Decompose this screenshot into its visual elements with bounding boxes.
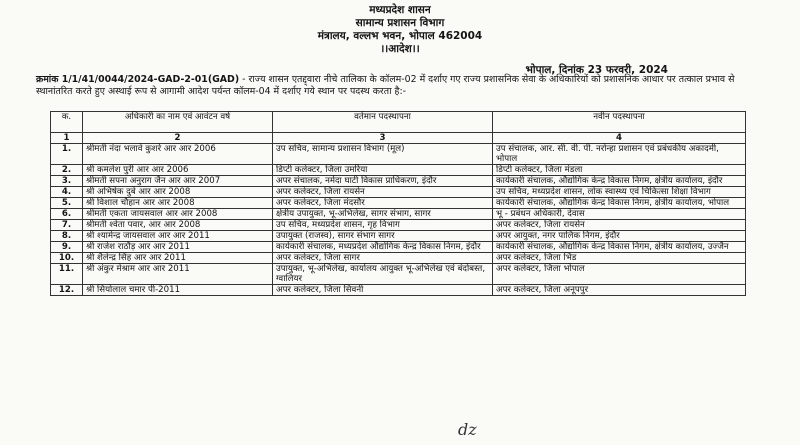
officer-name-cell: श्रीमती एकता जायसवाल आर आर 2008 xyxy=(83,209,273,220)
table-row xyxy=(51,187,746,198)
date-line: भोपाल, दिनांक 23 फरवरी, 2024 xyxy=(525,64,668,76)
officer-name-cell: श्रीमती सपना अनुराग जैन आर आर 2007 xyxy=(83,176,273,187)
serial-cell: 5. xyxy=(51,198,83,209)
column-number: 4 xyxy=(493,133,746,144)
table-header-row xyxy=(51,112,746,133)
current-posting-cell: अपर कलेक्टर, जिला सागर xyxy=(273,253,493,264)
table-row xyxy=(51,253,746,264)
new-posting-cell: भू - प्रबंधन अधिकारी, देवास xyxy=(493,209,746,220)
officer-name-cell: श्री कमलेश पुरी आर आर 2006 xyxy=(83,165,273,176)
table-row xyxy=(51,144,746,165)
header-current-posting: वर्तमान पदस्थापना xyxy=(273,112,493,133)
new-posting-cell: उप संचालक, आर. सी. वी. पी. नरोन्हा प्रशासन एवं प्रबंधकीय अकादमी, भोपाल xyxy=(493,144,746,165)
officer-name-cell: श्री अभिषेक दुबे आर आर 2008 xyxy=(83,187,273,198)
serial-cell: 12. xyxy=(51,285,83,296)
department-name: सामान्य प्रशासन विभाग xyxy=(355,17,445,29)
order-reference: क्रमांक 1/1/41/0044/2024-GAD-2-01(GAD) xyxy=(36,74,240,85)
serial-cell: 2. xyxy=(51,165,83,176)
serial-cell: 4. xyxy=(51,187,83,198)
officer-name-cell: श्रीमती श्वेता पवार, आर आर 2008 xyxy=(83,220,273,231)
order-text: - राज्य शासन एतद्द्वारा नीचे तालिका के कॉलम-02 में दर्शाए गए राज्य प्रशासनिक सेवा के अधिकारियों को प्रशासनिक आधार पर तत्काल प्रभाव से स्थानांतरित करते हुए अस्थाई रूप से आगामी आदेश पर्यन्त कॉलम-04 में दर्शाए गये स्थान पर पदस्थ करता है:- xyxy=(36,74,735,97)
serial-cell: 11. xyxy=(51,264,83,285)
signature-mark: dz xyxy=(458,420,477,439)
current-posting-cell: कार्यकारी संचालक, मध्यप्रदेश औद्योगिक केन्द्र विकास निगम, इंदौर xyxy=(273,242,493,253)
letterhead xyxy=(0,4,800,56)
table-row xyxy=(51,165,746,176)
order-paragraph xyxy=(36,74,750,98)
column-number-row xyxy=(51,133,746,144)
serial-cell: 8. xyxy=(51,231,83,242)
current-posting-cell: अपर कलेक्टर, जिला सिवनी xyxy=(273,285,493,296)
column-number: 3 xyxy=(273,133,493,144)
new-posting-cell: कार्यकारी संचालक, औद्योगिक केन्द्र विकास निगम, क्षेत्रीय कार्यालय, इंदौर xyxy=(493,176,746,187)
new-posting-cell: अपर कलेक्टर, जिला अनूपपुर xyxy=(493,285,746,296)
serial-cell: 10. xyxy=(51,253,83,264)
new-posting-cell: अपर कलेक्टर, जिला भोपाल xyxy=(493,264,746,285)
header-serial: क. xyxy=(51,112,83,133)
office-address: मंत्रालय, वल्लभ भवन, भोपाल 462004 xyxy=(317,30,483,42)
table-row xyxy=(51,285,746,296)
header-officer-name: अधिकारी का नाम एवं आवंटन वर्ष xyxy=(83,112,273,133)
column-number: 1 xyxy=(51,133,83,144)
current-posting-cell: डिप्टी कलेक्टर, जिला उमरिया xyxy=(273,165,493,176)
table-row xyxy=(51,220,746,231)
table-row xyxy=(51,198,746,209)
new-posting-cell: उप सचिव, मध्यप्रदेश शासन, लोक स्वास्थ्य एवं चिकित्सा शिक्षा विभाग xyxy=(493,187,746,198)
officer-name-cell: श्री श्यामेन्द्र जायसवाल आर आर 2011 xyxy=(83,231,273,242)
officer-name-cell: श्री राजेश राठौड़ आर आर 2011 xyxy=(83,242,273,253)
current-posting-cell: उपायुक्त, भू-अभिलेख, कार्यालय आयुक्त भू-अभिलेख एवं बंदोबस्त, ग्वालियर xyxy=(273,264,493,285)
govt-name: मध्यप्रदेश शासन xyxy=(369,4,431,16)
table-row xyxy=(51,176,746,187)
transfer-table xyxy=(50,111,746,296)
officer-name-cell: श्री विशाल चौहान आर आर 2008 xyxy=(83,198,273,209)
new-posting-cell: कार्यकारी संचालक, औद्योगिक केन्द्र विकास निगम, क्षेत्रीय कार्यालय, भोपाल xyxy=(493,198,746,209)
current-posting-cell: अपर संचालक, नर्मदा घाटी विकास प्राधिकरण, इंदौर xyxy=(273,176,493,187)
current-posting-cell: अपर कलेक्टर, जिला मंदसौर xyxy=(273,198,493,209)
table-row xyxy=(51,264,746,285)
serial-cell: 3. xyxy=(51,176,83,187)
header-new-posting: नवीन पदस्थापना xyxy=(493,112,746,133)
current-posting-cell: अपर कलेक्टर, जिला रायसेन xyxy=(273,187,493,198)
officer-name-cell: श्री सियोलाल चमार पी-2011 xyxy=(83,285,273,296)
new-posting-cell: डिप्टी कलेक्टर, जिला मंडला xyxy=(493,165,746,176)
serial-cell: 6. xyxy=(51,209,83,220)
order-heading: ।।आदेश।। xyxy=(380,43,420,55)
serial-cell: 9. xyxy=(51,242,83,253)
officer-name-cell: श्री शैलेन्द्र सिंह आर आर 2011 xyxy=(83,253,273,264)
column-number: 2 xyxy=(83,133,273,144)
serial-cell: 7. xyxy=(51,220,83,231)
serial-cell: 1. xyxy=(51,144,83,165)
officer-name-cell: श्रीमती नंदा भलावे कुशरे आर आर 2006 xyxy=(83,144,273,165)
new-posting-cell: अपर कलेक्टर, जिला भिंड xyxy=(493,253,746,264)
officer-name-cell: श्री अंकुर मेश्राम आर आर 2011 xyxy=(83,264,273,285)
current-posting-cell: क्षेत्रीय उपायुक्त, भू-अभिलेख, सागर संभाग, सागर xyxy=(273,209,493,220)
table-row xyxy=(51,231,746,242)
new-posting-cell: कार्यकारी संचालक, औद्योगिक केन्द्र विकास निगम, क्षेत्रीय कार्यालय, उज्जैन xyxy=(493,242,746,253)
table-row xyxy=(51,209,746,220)
current-posting-cell: उप सचिव, सामान्य प्रशासन विभाग (मूल) xyxy=(273,144,493,165)
current-posting-cell: उप सचिव, मध्यप्रदेश शासन, गृह विभाग xyxy=(273,220,493,231)
table-row xyxy=(51,242,746,253)
current-posting-cell: उपायुक्त (राजस्व), सागर संभाग सागर xyxy=(273,231,493,242)
new-posting-cell: अपर कलेक्टर, जिला रायसेन xyxy=(493,220,746,231)
new-posting-cell: अपर आयुक्त, नगर पालिक निगम, इंदौर xyxy=(493,231,746,242)
